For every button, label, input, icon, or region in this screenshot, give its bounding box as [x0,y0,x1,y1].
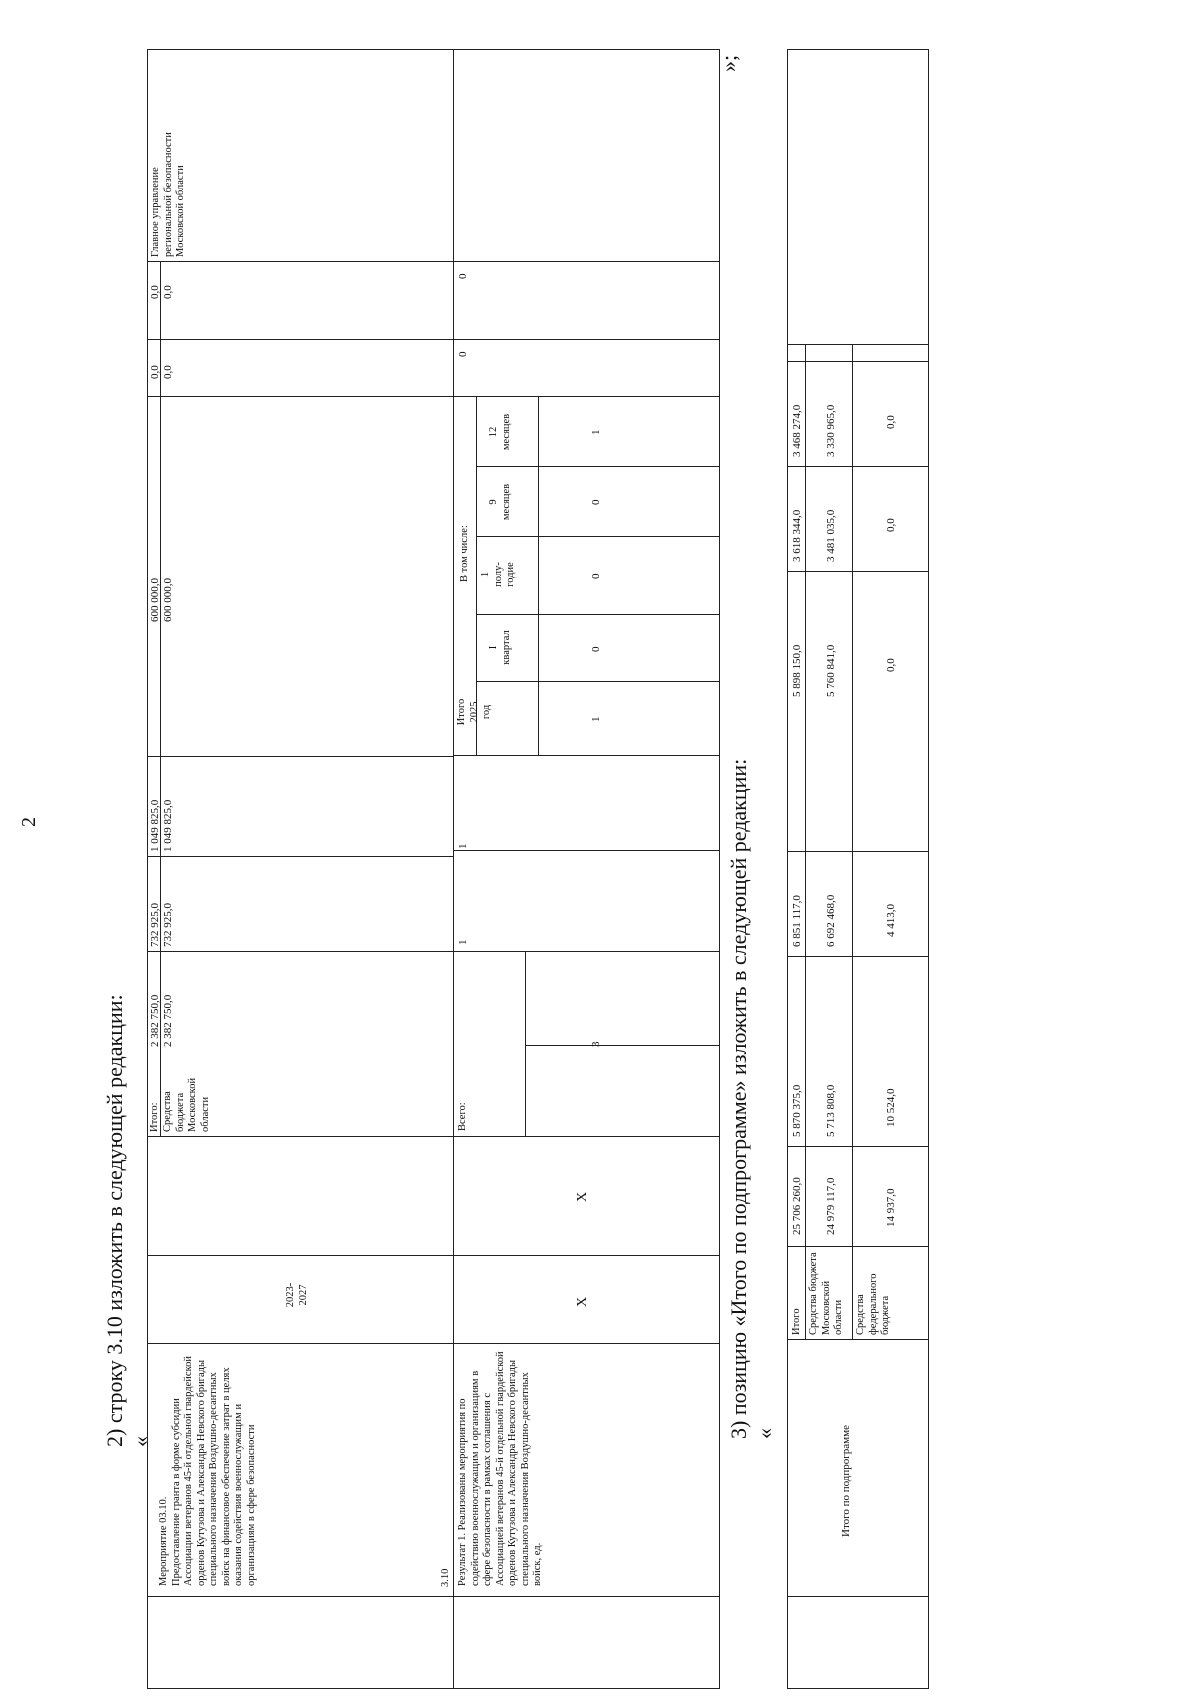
result-total-label: Всего: [457,1102,468,1131]
funding-2026-all: 0,0 [149,365,161,379]
result-total-value: 3 [590,1041,602,1047]
activity-description: Мероприятие 03.10. Предоставление гранта в форме субсидии Ассоциации ветеранов 45-й отдельной гвардейской орденов Кутузова и Александра Невского бригады специального назначения Воздушно-десантных войск на финансовое обеспечение затрат в целях оказания содействия военнослужащим и организациям в сфере безопасности [158,1355,257,1586]
funding-2024-all: 1 049 825,0 [149,799,161,852]
subprogram-total-label: Итого по подпрограмме [840,1425,852,1537]
sub-2023-federal: 10 524,0 [885,1088,897,1127]
sub-2025-regional: 5 760 841,0 [825,644,837,697]
sub-row-label-federal: Средства федерального бюджета [855,1273,891,1335]
sub-2024-all: 6 851 117,0 [791,895,803,947]
in-that-number-label: В том числе: [459,525,470,582]
result-x-period: Х [575,1296,590,1307]
sub-total-regional: 24 979 117,0 [825,1177,837,1235]
funding-label-regional: Средства бюджета Московской области [162,1077,211,1132]
funding-label-total: Итого: [149,1102,160,1132]
sub-2025-all: 5 898 150,0 [791,644,803,697]
responsible-org: Главное управление региональной безопасности Московской области [150,132,186,257]
funding-2023-regional: 732 925,0 [162,903,174,947]
page-number: 2 [18,817,40,827]
funding-2027-all: 0,0 [149,285,161,299]
result-2025-h1: 0 [590,573,602,579]
sub-total-federal: 14 937,0 [885,1188,897,1227]
funding-total-all: 2 382 750,0 [149,994,161,1047]
sub-2024-regional: 6 692 468,0 [825,894,837,947]
funding-2025-all: 600 000,0 [149,578,161,622]
section3-heading: 3) позицию «Итого по подпрограмме» изложить в следующей редакции: [726,758,751,1439]
sub-2023-regional: 5 713 808,0 [825,1084,837,1137]
sub-2027-regional: 3 330 965,0 [825,404,837,457]
sub-2027-federal: 0,0 [885,415,897,429]
sub-header-h1: 1 полу- годие [480,562,516,587]
result-2027: 0 [457,273,469,279]
sub-2023-all: 5 870 375,0 [791,1084,803,1137]
section2-heading: 2) строку 3.10 изложить в следующей редакции: [102,994,127,1447]
period: 2023- 2027 [285,1282,309,1308]
sub-2026-regional: 3 481 035,0 [825,509,837,562]
sub-row-label-total: Итого [791,1308,802,1335]
sub-header-9m: 9 месяцев [488,483,512,521]
sub-header-q1: I квартал [488,630,512,665]
result-2024: 1 [457,843,469,849]
section2-open-quote: « [128,1436,153,1447]
section2-close-quote: »; [716,54,741,72]
result-2025-q1: 0 [590,646,602,652]
sub-2027-all: 3 468 274,0 [791,404,803,457]
result-description: Результат 1. Реализованы мероприятия по содействию военнослужащим и организациям в сфере безопасности в рамках соглашения с Ассоциацией ветеранов 45-й отдельной гвардейской орденов Кутузова и Александра Невского бригады специального назначения Воздушно-десантных войск, ед. [457,1351,543,1586]
funding-2025-regional: 600 000,0 [162,578,174,622]
result-2025-9m: 0 [590,499,602,505]
funding-2024-regional: 1 049 825,0 [162,799,174,852]
result-2023: 1 [457,939,469,945]
row-number: 3.10 [440,1568,451,1587]
sub-2026-federal: 0,0 [885,518,897,532]
section3-open-quote: « [752,1428,777,1439]
result-x-source: Х [575,1191,590,1202]
funding-2023-all: 732 925,0 [149,903,161,947]
result-2026: 0 [457,351,469,357]
funding-total-regional: 2 382 750,0 [162,994,174,1047]
sub-2024-federal: 4 413,0 [885,904,897,937]
sub-header-12m: 12 месяцев [488,413,512,451]
sub-2025-federal: 0,0 [885,658,897,672]
sub-row-label-regional: Средства бюджета Московской области [808,1252,844,1335]
funding-2026-regional: 0,0 [162,365,174,379]
sub-total-all: 25 706 260,0 [791,1177,803,1235]
result-2025-total: 1 [590,716,602,722]
funding-2027-regional: 0,0 [162,285,174,299]
sub-2026-all: 3 618 344,0 [791,509,803,562]
result-2025-12m: 1 [590,429,602,435]
result-2025-header: Итого 2025 год [456,698,492,726]
